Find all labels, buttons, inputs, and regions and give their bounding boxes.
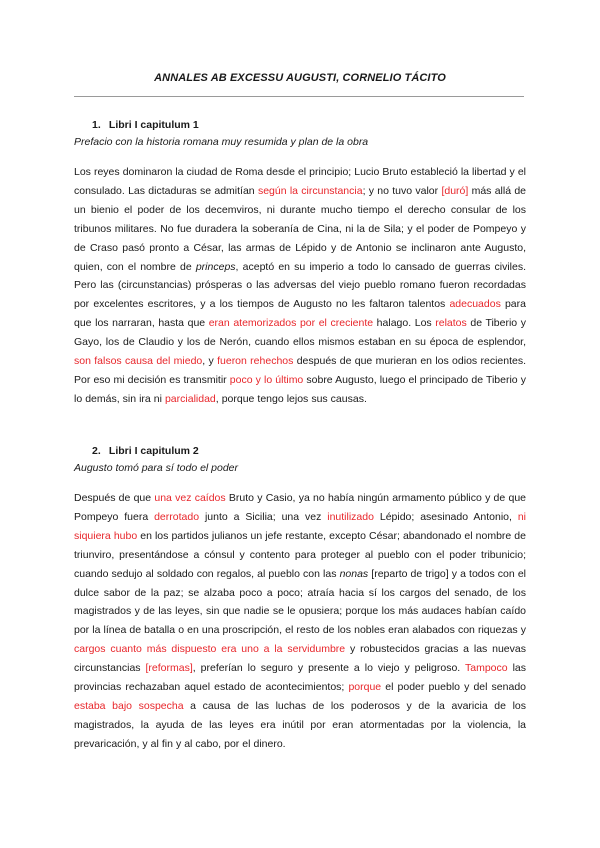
- section-subtitle: Prefacio con la historia romana muy resumida y plan de la obra: [74, 136, 369, 148]
- section-2: [74, 444, 526, 754]
- section-paragraph: [74, 163, 526, 409]
- highlighted-phrase: derrotado: [154, 510, 200, 523]
- text-run: , y: [202, 355, 218, 368]
- section-heading: [92, 118, 526, 132]
- highlighted-phrase: adecuados: [449, 298, 501, 311]
- italic-term: princeps: [195, 260, 236, 273]
- highlighted-phrase: cargos cuanto más dispuesto era uno a la servidumbre: [74, 643, 346, 656]
- highlighted-phrase: inutilizado: [327, 510, 374, 523]
- highlighted-phrase: según la circunstancia: [257, 184, 363, 197]
- section-subtitle: Augusto tomó para sí todo el poder: [74, 462, 239, 474]
- text-run: , porque tengo lejos sus causas.: [215, 392, 367, 405]
- text-run: junto a Sicilia; una vez: [199, 510, 328, 523]
- text-run: Lépido; asesinado Antonio,: [373, 510, 518, 523]
- text-run: a causa de las luchas de los poderosos y de la avaricia de los magistrados, la ayuda de las leyes era inútil por eran atormentadas por la violencia, la prevaricación, y al fin y al cabo, por el dinero.: [74, 699, 526, 750]
- text-run: las provincias rechazaban aquel estado de acontecimientos;: [74, 662, 526, 694]
- section-heading-text: Libri I capitulum 2: [108, 445, 199, 457]
- highlighted-phrase: parcialidad: [164, 392, 216, 405]
- highlighted-phrase: Tampoco: [464, 662, 508, 675]
- text-run: Después de que: [74, 492, 155, 504]
- section-1: [74, 118, 526, 409]
- text-run: después de que murieran en los odios recientes. Por eso mi decisión es transmitir: [74, 355, 527, 386]
- highlighted-phrase: ni siquiera hubo: [74, 510, 526, 542]
- section-number: 2.: [92, 445, 101, 457]
- section-heading: [92, 444, 526, 458]
- text-run: y robustecidos gracias a las nuevas circunstancias: [74, 643, 526, 675]
- highlighted-phrase: una vez caídos: [154, 492, 226, 504]
- text-run: Bruto y Casio, ya no había ningún armamento público y de que Pompeyo fuera: [74, 492, 526, 523]
- highlighted-phrase: relatos: [435, 317, 467, 330]
- text-run: sobre Augusto, luego el principado de Tiberio y lo demás, sin ira ni: [74, 373, 527, 405]
- highlighted-phrase: son falsos causa del miedo: [74, 355, 203, 368]
- highlighted-phrase: porque: [348, 681, 382, 694]
- section-number: 1.: [92, 119, 101, 131]
- text-run: , preferían lo seguro y presente a lo viejo y peligroso.: [192, 662, 465, 675]
- text-run: más allá de un bienio el poder de los decemviros, ni durante mucho tiempo el derecho consular de los tribunos militares. No fue duradera la soberanía de Cina, ni la de Sila; y el poder de Pompeyo y de Craso pasó pronto a César, las armas de Lépido y de Antonio se inclinaron ante Augusto, quien, con el nombre de: [74, 184, 527, 273]
- document-title: ANNALES AB EXCESSU AUGUSTI, CORNELIO TÁCITO: [154, 72, 446, 84]
- text-run: el poder pueblo y del senado: [381, 681, 527, 694]
- text-run: [reparto de trigo] y a todos con el dulce sabor de la paz; se alzaba poco a poco; atraía hacia sí los cargos del senado, de los magistrados y de las leyes, sin que nadie se le opusiera; porque los más audaces habían caído por la línea de batalla o en una proscripción, el resto de los nobles eran alabados con riquezas y: [74, 567, 526, 637]
- text-run: , aceptó en su imperio a todo lo cansado de guerras civiles. Pero las (circunstancias) prósperas o las adversas del viejo pueblo romano fueron recordadas por excelentes escritores, y a los tiempos de Augusto no les faltaron talentos: [74, 260, 526, 311]
- italic-term: nonas: [339, 567, 369, 580]
- highlighted-phrase: [duró]: [441, 184, 469, 197]
- section-paragraph: [74, 489, 526, 754]
- highlighted-phrase: poco y lo último: [229, 373, 304, 386]
- title-divider: [74, 96, 524, 97]
- highlighted-phrase: fueron rehechos: [217, 355, 294, 368]
- highlighted-phrase: [reformas]: [145, 662, 193, 675]
- text-run: para que los narraran, hasta que: [74, 298, 526, 330]
- highlighted-phrase: estaba bajo sospecha: [74, 699, 184, 712]
- text-run: Los reyes dominaron la ciudad de Roma desde el principio; Lucio Bruto estableció la libertad y el consulado. Las dictaduras se admitían: [74, 166, 526, 197]
- text-run: halago. Los: [373, 317, 436, 330]
- text-run: de Tiberio y Gayo, los de Claudio y los de Nerón, cuando ellos mismos estaban en su época de esplendor,: [74, 317, 526, 349]
- text-run: ; y no tuvo valor: [362, 184, 442, 197]
- text-run: en los partidos julianos un jefe restante, excepto César; abandonado el nombre de triunviro, presentándose a cónsul y contento para proteger al pueblo con el poder tribunicio; cuando sedujo al soldado con regalos, al pueblo con las: [74, 529, 526, 580]
- highlighted-phrase: eran atemorizados por el creciente: [208, 317, 374, 330]
- section-heading-text: Libri I capitulum 1: [108, 119, 199, 131]
